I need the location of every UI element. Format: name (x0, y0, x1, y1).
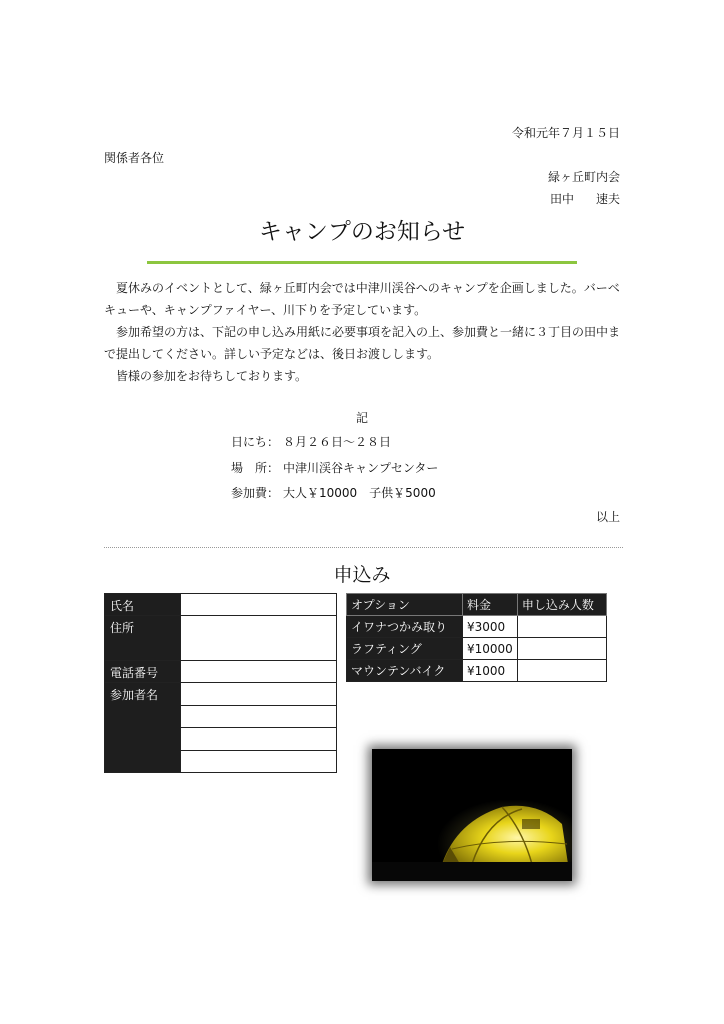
participant-field-4[interactable] (181, 750, 337, 773)
participants-label: 参加者名 (105, 683, 181, 773)
sender-name (550, 190, 620, 207)
detail-fee-value: 大人￥10000 子供￥5000 (283, 486, 436, 500)
detail-fee-label: 参加費： (231, 486, 280, 500)
options-header-price: 料金 (463, 594, 518, 616)
detail-place (231, 459, 438, 476)
options-table (346, 593, 607, 682)
option-price: ¥10000 (463, 638, 518, 660)
name-label: 氏名 (105, 594, 181, 616)
option-price: ¥1000 (463, 660, 518, 682)
sender-family-name: 田中 (549, 192, 574, 206)
options-header-option: オプション (347, 594, 463, 616)
detail-place-label: 場 所： (231, 461, 280, 475)
option-name: マウンテンバイク (347, 660, 463, 682)
detail-date-value: ８月２６日～２８日 (283, 435, 392, 449)
address-label: 住所 (105, 616, 181, 661)
participant-field-2[interactable] (181, 705, 337, 728)
options-header-count: 申し込み人数 (517, 594, 606, 616)
application-form (104, 593, 337, 773)
title-underline (147, 261, 577, 264)
participant-field-1[interactable] (181, 683, 337, 706)
option-count-field[interactable] (517, 616, 606, 638)
tent-photo (372, 749, 572, 881)
recipient: 関係者各位 (104, 151, 165, 165)
cut-line (104, 547, 623, 548)
organization-name: 緑ヶ丘町内会 (547, 170, 620, 184)
option-price: ¥3000 (463, 616, 518, 638)
detail-date (231, 433, 391, 450)
tent-icon (372, 749, 572, 881)
page-title: キャンプのお知らせ (258, 219, 466, 245)
closing-mark: 以上 (595, 510, 620, 524)
phone-field[interactable] (181, 661, 337, 683)
notice-heading: 記 (355, 411, 368, 425)
option-name: イワナつかみ取り (347, 616, 463, 638)
option-name: ラフティング (347, 638, 463, 660)
body-paragraph-2: 参加希望の方は、下記の申し込み用紙に必要事項を記入の上、参加費と一緒に３丁目の田中まで提出してください。詳しい予定などは、後日お渡しします。 (104, 325, 621, 361)
participant-field-3[interactable] (181, 728, 337, 751)
detail-fee (231, 484, 436, 501)
detail-date-label: 日にち： (231, 435, 280, 449)
application-title: 申込み (333, 564, 391, 586)
detail-place-value: 中津川渓谷キャンプセンター (283, 461, 439, 475)
option-count-field[interactable] (517, 660, 606, 682)
option-count-field[interactable] (517, 638, 606, 660)
sender-given-name: 速夫 (595, 192, 620, 206)
phone-label: 電話番号 (105, 661, 181, 683)
body-paragraph-1: 夏休みのイベントとして、緑ヶ丘町内会では中津川渓谷へのキャンプを企画しました。バーベキューや、キャンプファイヤー、川下りを予定しています。 (104, 281, 620, 317)
body-paragraph-3: 皆様の参加をお待ちしております。 (116, 369, 308, 383)
document-date: 令和元年７月１５日 (511, 126, 620, 140)
name-field[interactable] (181, 594, 337, 616)
body-text (104, 277, 624, 387)
address-field[interactable] (181, 616, 337, 661)
